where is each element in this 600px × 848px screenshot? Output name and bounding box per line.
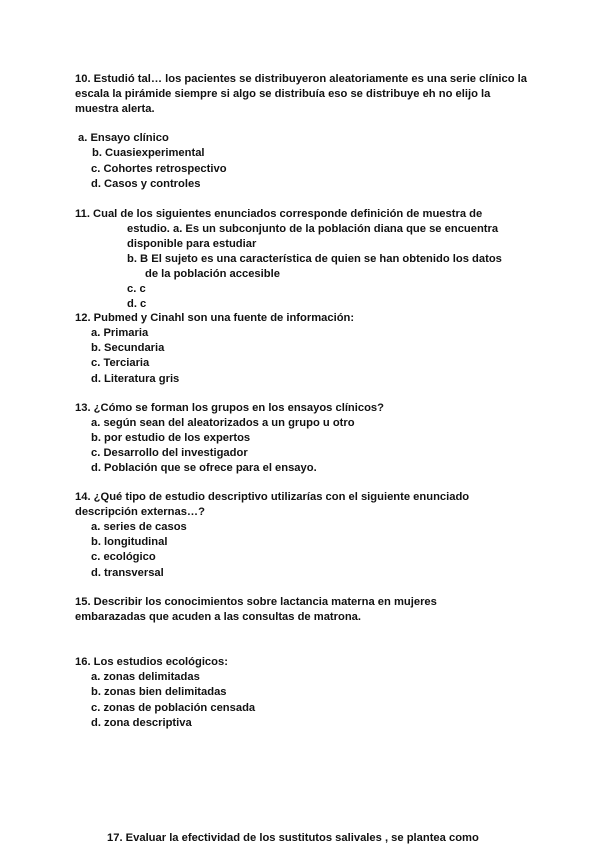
q10-option-b: b. Cuasiexperimental: [92, 147, 205, 159]
q16-option-a: a. zonas delimitadas: [91, 671, 200, 683]
q16-option-b: b. zonas bien delimitadas: [91, 686, 227, 698]
q13-option-b: b. por estudio de los expertos: [91, 432, 251, 444]
q13-option-d: d. Población que se ofrece para el ensayo.: [91, 462, 317, 474]
q10-text-line1: 10. Estudió tal… los pacientes se distribuyeron aleatoriamente es una serie clínico la: [75, 73, 528, 85]
q10-option-c: c. Cohortes retrospectivo: [91, 163, 227, 175]
q13-option-a: a. según sean del aleatorizados a un grupo u otro: [91, 417, 355, 429]
q12-option-d: d. Literatura gris: [91, 373, 180, 385]
q14-option-c: c. ecológico: [91, 551, 156, 563]
q13-option-c: c. Desarrollo del investigador: [91, 447, 248, 459]
q14-option-a: a. series de casos: [91, 521, 187, 533]
q11-text-line2: estudio. a. Es un subconjunto de la población diana que se encuentra: [127, 223, 499, 235]
q11-option-d: d. c: [127, 298, 147, 310]
q11-text-line1: 11. Cual de los siguientes enunciados corresponde definición de muestra de: [75, 208, 483, 220]
q10-text-line2: escala la pirámide siempre si algo se distribuía eso se distribuye eh no elijo la: [75, 88, 491, 100]
q11-text-line3: disponible para estudiar: [127, 238, 257, 250]
q12-option-a: a. Primaria: [91, 327, 149, 339]
q12-option-b: b. Secundaria: [91, 342, 165, 354]
q15-text-line1: 15. Describir los conocimientos sobre lactancia materna en mujeres: [75, 596, 437, 608]
q12-text: 12. Pubmed y Cinahl son una fuente de información:: [75, 312, 355, 324]
q11-option-b-line2: de la población accesible: [145, 268, 280, 280]
q14-text-line1: 14. ¿Qué tipo de estudio descriptivo utilizarías con el siguiente enunciado: [75, 491, 470, 503]
q14-option-b: b. longitudinal: [91, 536, 168, 548]
q14-text-line2: descripción externas…?: [75, 506, 205, 518]
q11-option-c: c. c: [127, 283, 146, 295]
q15-text-line2: embarazadas que acuden a las consultas de matrona.: [75, 611, 362, 623]
q12-option-c: c. Terciaria: [91, 357, 150, 369]
q10-option-d: d. Casos y controles: [91, 178, 201, 190]
q13-text: 13. ¿Cómo se forman los grupos en los ensayos clínicos?: [75, 402, 384, 414]
q11-option-b-line1: b. B El sujeto es una característica de quien se han obtenido los datos: [127, 253, 502, 265]
q16-option-c: c. zonas de población censada: [91, 702, 256, 714]
q14-option-d: d. transversal: [91, 567, 164, 579]
q16-text: 16. Los estudios ecológicos:: [75, 656, 228, 668]
q16-option-d: d. zona descriptiva: [91, 717, 192, 729]
q17-text: 17. Evaluar la efectividad de los sustitutos salivales , se plantea como: [107, 832, 479, 844]
q10-text-line3: muestra alerta.: [75, 103, 155, 115]
q10-option-a: a. Ensayo clínico: [78, 132, 169, 144]
